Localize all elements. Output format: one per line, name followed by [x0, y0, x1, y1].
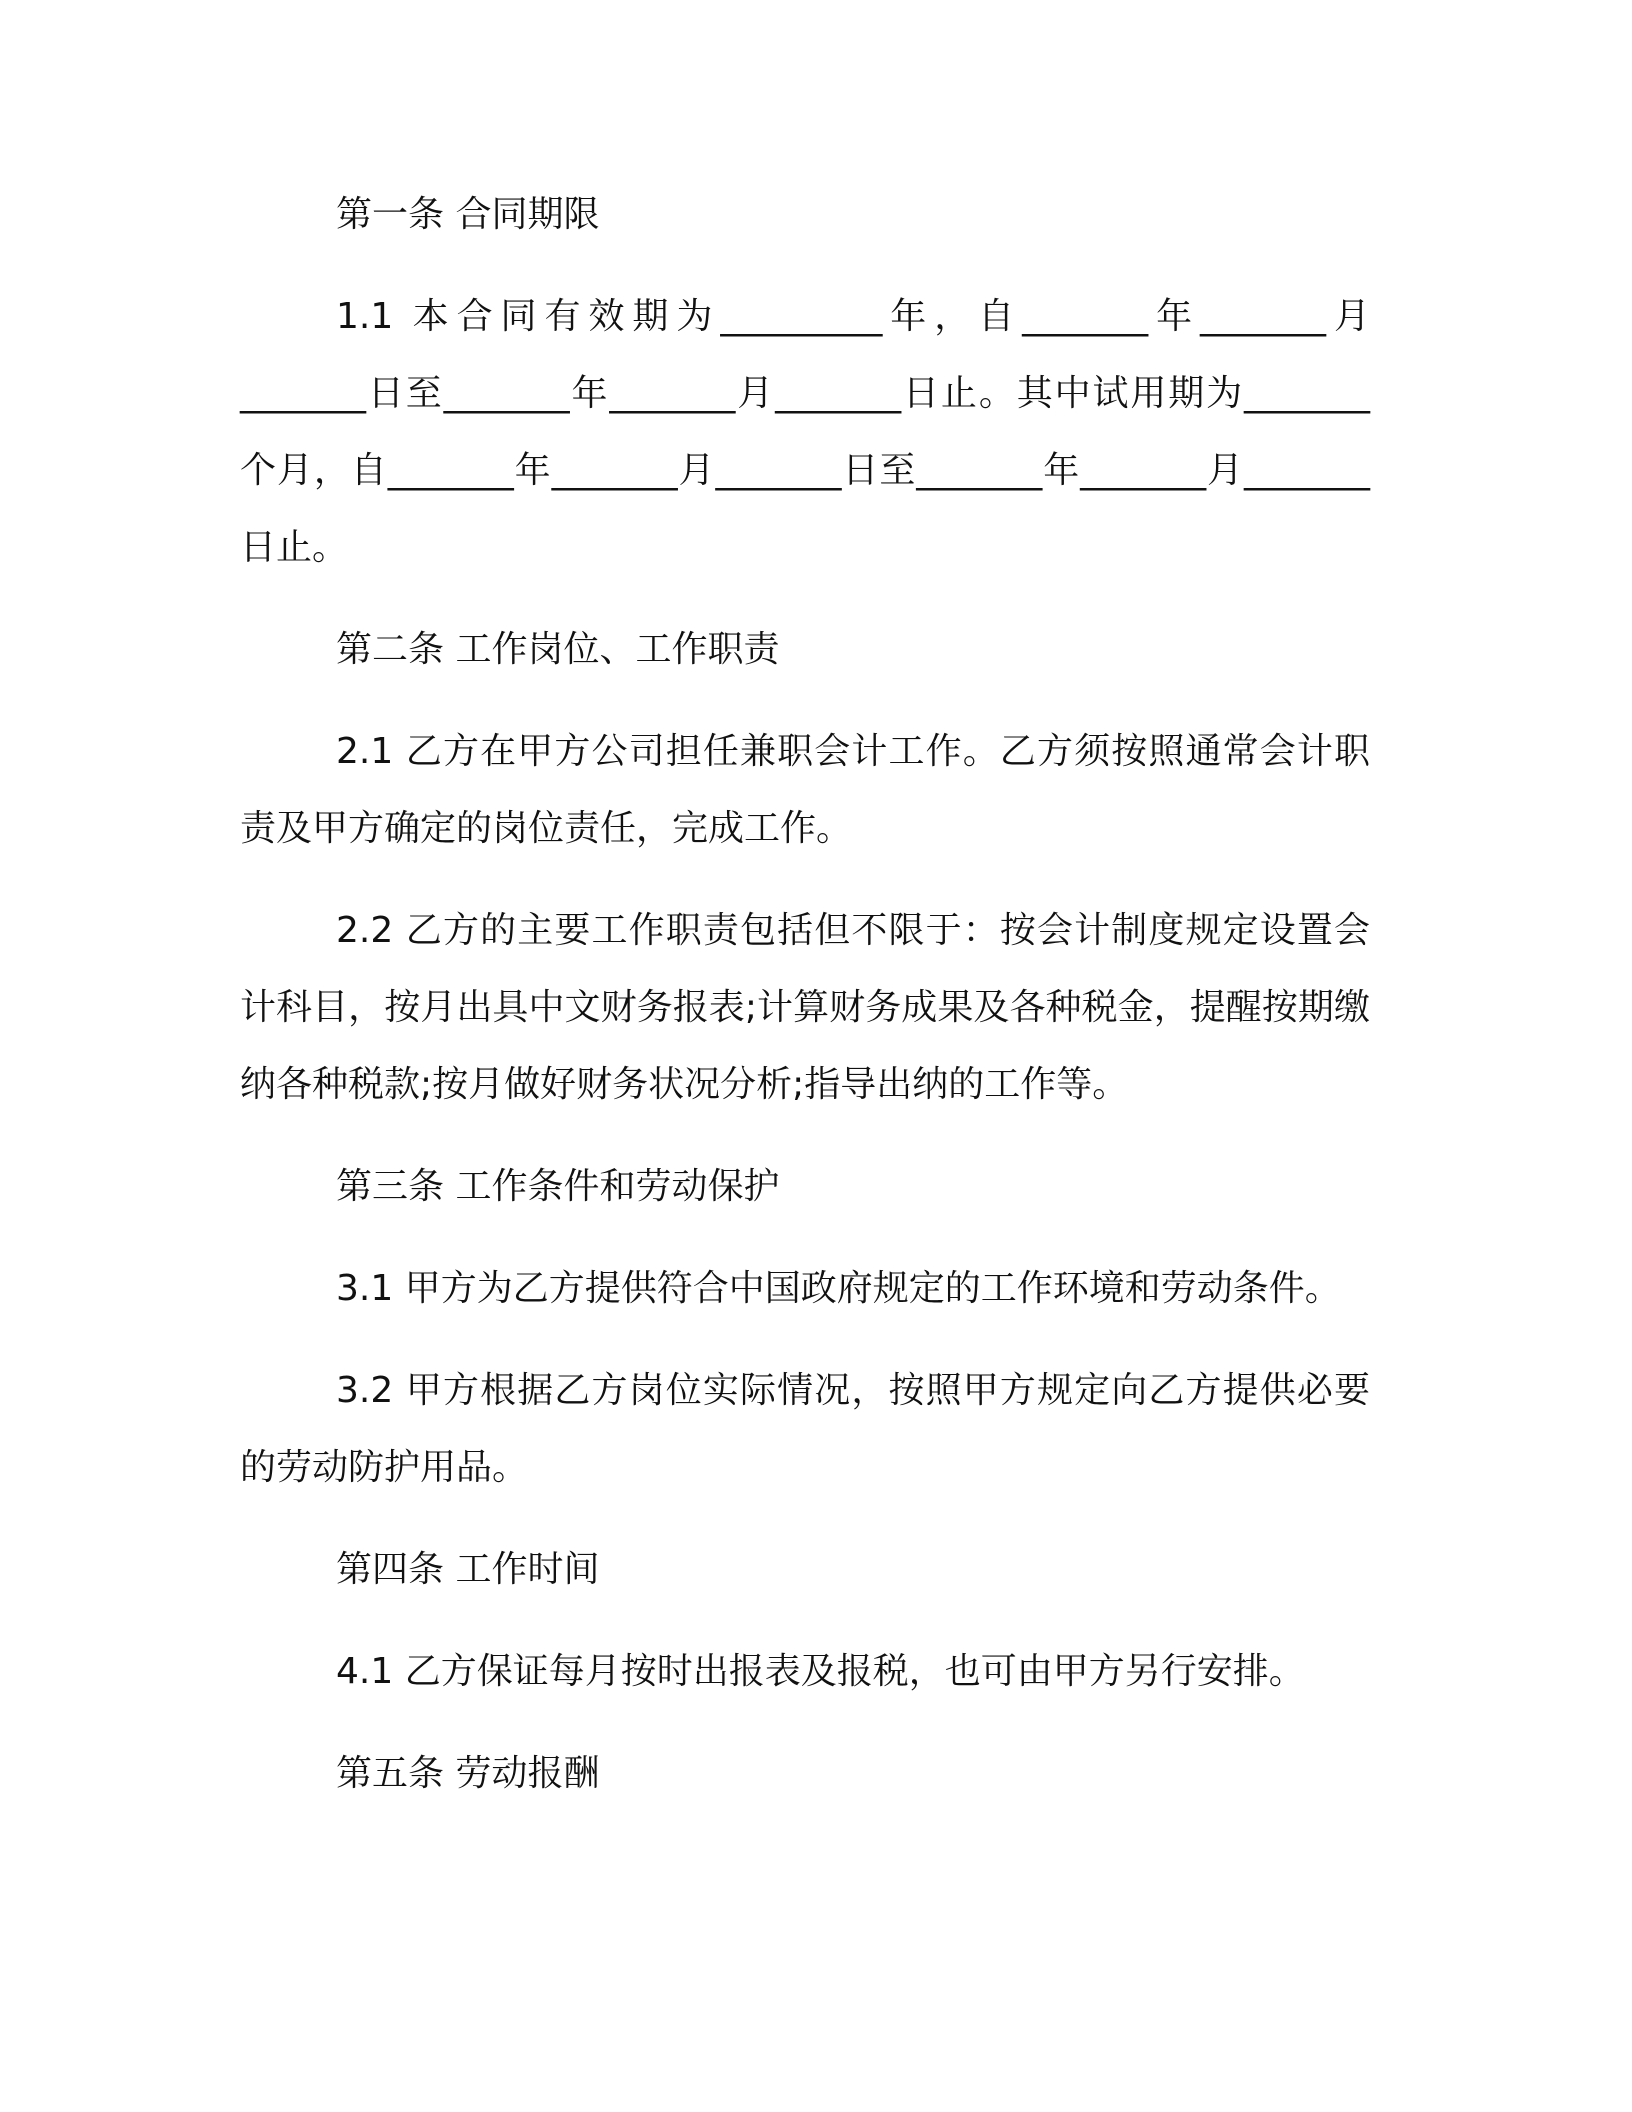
section-heading-hours: 第四条 工作时间: [336, 1549, 600, 1590]
section-heading-position: 第二条 工作岗位、工作职责: [336, 629, 780, 670]
paragraph-4-1: 4.1 乙方保证每月按时出报表及报税，也可由甲方另行安排。: [336, 1651, 1305, 1692]
section-heading-conditions: 第三条 工作条件和劳动保护: [336, 1166, 780, 1207]
paragraph-3-2: 3.2 甲方根据乙方岗位实际情况，按照甲方规定向乙方提供必要的劳动防护用品。: [240, 1370, 1370, 1488]
section-heading-term: 第一条 合同期限: [336, 194, 600, 235]
paragraph-2-2: 2.2 乙方的主要工作职责包括但不限于：按会计制度规定设置会计科目，按月出具中文财务报表;计算财务成果及各种税金，提醒按期缴纳各种税款;按月做好财务状况分析;指导出纳的工作等。: [240, 910, 1370, 1105]
paragraph-1-1: 1.1 本合同有效期为_________年，自_______年_______月_______日至_______年_______月_______日止。其中试用期为_______个月，自_______年_______月_______日至_______年_______月_______日止。: [240, 296, 1370, 568]
paragraph-2-1: 2.1 乙方在甲方公司担任兼职会计工作。乙方须按照通常会计职责及甲方确定的岗位责任，完成工作。: [240, 731, 1370, 849]
paragraph-3-1: 3.1 甲方为乙方提供符合中国政府规定的工作环境和劳动条件。: [336, 1268, 1341, 1309]
document-body: [240, 176, 1370, 1837]
section-heading-remuneration: 第五条 劳动报酬: [336, 1753, 600, 1794]
